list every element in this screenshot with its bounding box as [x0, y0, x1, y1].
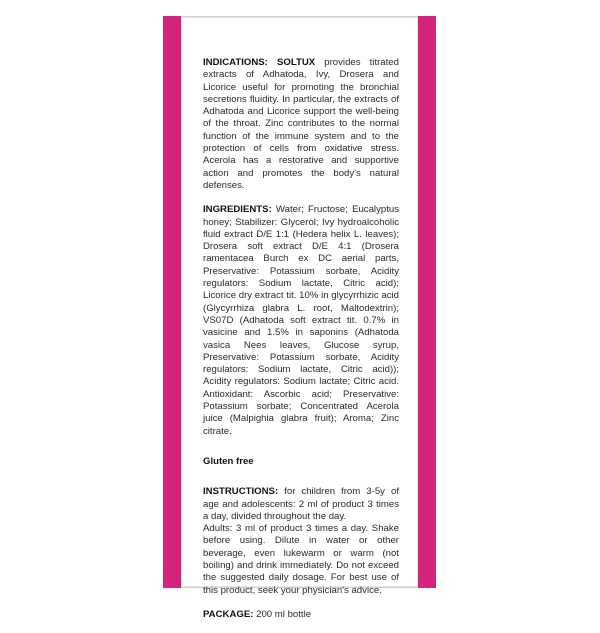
indications-label: INDICATIONS: SOLTUX	[203, 57, 316, 68]
ingredients-text: Water; Fructose; Eucalyptus honey; Stabilizer: Glycerol; Ivy hydroalcoholic fluid extract D/E 1:1 (Hedera helix L. leaves); Drosera soft extract D/E 4:1 (Drosera ramentacea Burch ex DC aerial parts, Preservative: Potassium sorbate, Acidity regulators: Sodium lactate, Citric acid); Licorice dry extract tit. 10% in glycyrrhizic acid (Glycyrrhiza glabra L. root, Maltodextrin); VS07D (Adhatoda soft extract tit. 0.7% in vasicine and 1.5% in saponins (Adhatoda vasica Nees leaves, Glucose syrup, Preservative: Potassium sorbate, Acidity regulators: Sodium lactate, Citric acid)); Acidity regulators: Sodium lactate; Citric acid. Antioxidant: Ascorbic acid; Preservative: Potassium sorbate; Concentrated Acerola juice (Malpighia glabra fruit); Aroma; Zinc citrate.	[203, 204, 399, 437]
instructions-adults-text: Adults: 3 ml of product 3 times a day. Shake before using. Dilute in water or other beverage, even lukewarm or warm (not boiling) and drink immediately. Do not exceed the suggested daily dosage. For best use of this product, seek your physician's advice.	[203, 523, 399, 596]
instructions-section	[203, 486, 399, 597]
instructions-children-text: for children from 3-5y of age and adolescents: 2 ml of product 3 times a day, divided throughout the day.	[203, 486, 399, 522]
gluten-free-note: Gluten free	[203, 455, 254, 467]
indications-text: provides titrated extracts of Adhatoda, Ivy, Drosera and Licorice useful for promoting the bronchial secretions fluidity. In particular, the extracts of Adhatoda and Licorice support the well-being of the throat. Zinc contributes to the normal function of the immune system and to the protection of cells from oxidative stress. Acerola has a restorative and supportive action and promotes the body's natural defenses.	[203, 57, 399, 191]
label-content	[203, 57, 399, 633]
box-left-accent-edge	[163, 16, 181, 588]
ingredients-label: INGREDIENTS:	[203, 204, 272, 216]
package-text: 200 ml bottle	[253, 608, 312, 620]
package-section	[203, 609, 399, 621]
instructions-label: INSTRUCTIONS:	[203, 486, 279, 498]
package-label: PACKAGE:	[203, 608, 254, 620]
indications-section	[203, 57, 399, 192]
ingredients-section	[203, 204, 399, 438]
product-box-side	[163, 16, 436, 620]
label-panel	[181, 16, 418, 620]
box-right-accent-edge	[418, 16, 436, 588]
